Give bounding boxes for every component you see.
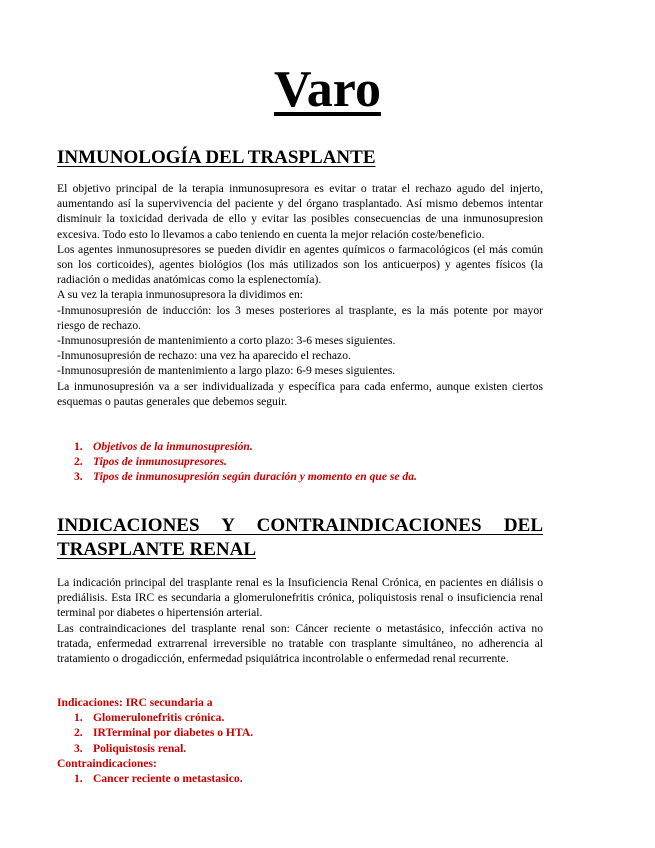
section1-list bbox=[57, 439, 543, 485]
list-item bbox=[57, 710, 543, 725]
section2-body bbox=[57, 575, 543, 666]
list-text: Poliquistosis renal. bbox=[93, 741, 187, 755]
list-text: Objetivos de la inmunosupresión. bbox=[93, 440, 253, 453]
contraindications-list bbox=[57, 771, 543, 786]
list-number: 1. bbox=[74, 772, 83, 786]
document-title bbox=[0, 60, 655, 120]
section2-paragraph: La indicación principal del trasplante renal es la Insuficiencia Renal Crónica, en pacientes en diálisis o prediálisis. Esta IRC es secundaria a glomerulonefritis crónica, poliquistosis renal o insuficiencia renal terminal por diabetes o hipertensión arterial. bbox=[57, 576, 543, 620]
list-number: 2. bbox=[74, 455, 83, 469]
section1-paragraph: -Inmunosupresión de rechazo: una vez ha aparecido el rechazo. bbox=[57, 349, 351, 363]
list-item bbox=[57, 741, 543, 756]
list-number: 3. bbox=[74, 741, 83, 755]
section1-body bbox=[57, 181, 543, 409]
list-text: Glomerulonefritis crónica. bbox=[93, 711, 225, 725]
indications-label: Indicaciones: IRC secundaria a bbox=[57, 696, 213, 709]
list-number: 3. bbox=[74, 470, 83, 484]
indications-list bbox=[57, 710, 543, 756]
list-item bbox=[57, 771, 543, 786]
list-text: Tipos de inmunosupresores. bbox=[93, 455, 227, 469]
section1-paragraph: -Inmunosupresión de mantenimiento a largo plazo: 6-9 meses siguientes. bbox=[57, 364, 396, 378]
section1-paragraph: -Inmunosupresión de mantenimiento a corto plazo: 3-6 meses siguientes. bbox=[57, 334, 396, 348]
section1-paragraph: Los agentes inmunosupresores se pueden dividir en agentes químicos o farmacológicos (el más común son los corticoides), agentes biológios (los más utilizados son los anticuerpos) y agentes físicos (la radiación o medidas anatómicas como la esplenectomía). bbox=[57, 242, 543, 287]
list-number: 1. bbox=[74, 711, 83, 725]
section1-paragraph: A su vez la terapia inmunosupresora la dividimos en: bbox=[57, 288, 303, 302]
list-item bbox=[57, 469, 543, 484]
section2-heading: INDICACIONES Y CONTRAINDICACIONES DEL TRASPLANTE RENAL bbox=[57, 515, 543, 560]
list-text: Cancer reciente o metastasico. bbox=[93, 772, 243, 786]
section2-paragraph: Las contraindicaciones del trasplante renal son: Cáncer reciente o metastásico, infección activa no tratada, enfermedad extrarrenal irreversible no tratable con trasplante simultáneo, no adherencia al tratamiento o drogadicción, enfermedad psiquiátrica incontrolable o enfermedad renal recurrente. bbox=[57, 621, 543, 666]
section2-lists bbox=[57, 695, 543, 786]
list-number: 2. bbox=[74, 726, 83, 740]
section1-paragraph: -Inmunosupresión de inducción: los 3 meses posteriores al trasplante, es la más potente por mayor riesgo de rechazo. bbox=[57, 303, 543, 332]
title-text: Varo bbox=[274, 61, 381, 118]
section1-paragraph: La inmunosupresión va a ser individualizada y específica para cada enfermo, aunque existen ciertos esquemas o pautas generales que debemos seguir. bbox=[57, 379, 543, 408]
list-text: IRTerminal por diabetes o HTA. bbox=[93, 726, 254, 740]
contraindications-label: Contraindicaciones: bbox=[57, 756, 157, 770]
list-item bbox=[57, 725, 543, 740]
list-text: Tipos de inmunosupresión según duración y momento en que se da. bbox=[93, 470, 417, 484]
list-item bbox=[57, 439, 543, 454]
section1-heading: INMUNOLOGÍA DEL TRASPLANTE bbox=[57, 147, 376, 168]
section1-paragraph: El objetivo principal de la terapia inmunosupresora es evitar o tratar el rechazo agudo del injerto, aumentando así la supervivencia del paciente y del órgano trasplantado. Así mismo debemos intentar disminuir la toxicidad derivada de ello y evitar las posibles consecuencias de una inmunosupresion excesiva. Todo esto lo llevamos a cabo teniendo en cuenta la mejor relación coste/beneficio. bbox=[57, 182, 543, 241]
list-number: 1. bbox=[74, 440, 83, 453]
list-item bbox=[57, 454, 543, 469]
